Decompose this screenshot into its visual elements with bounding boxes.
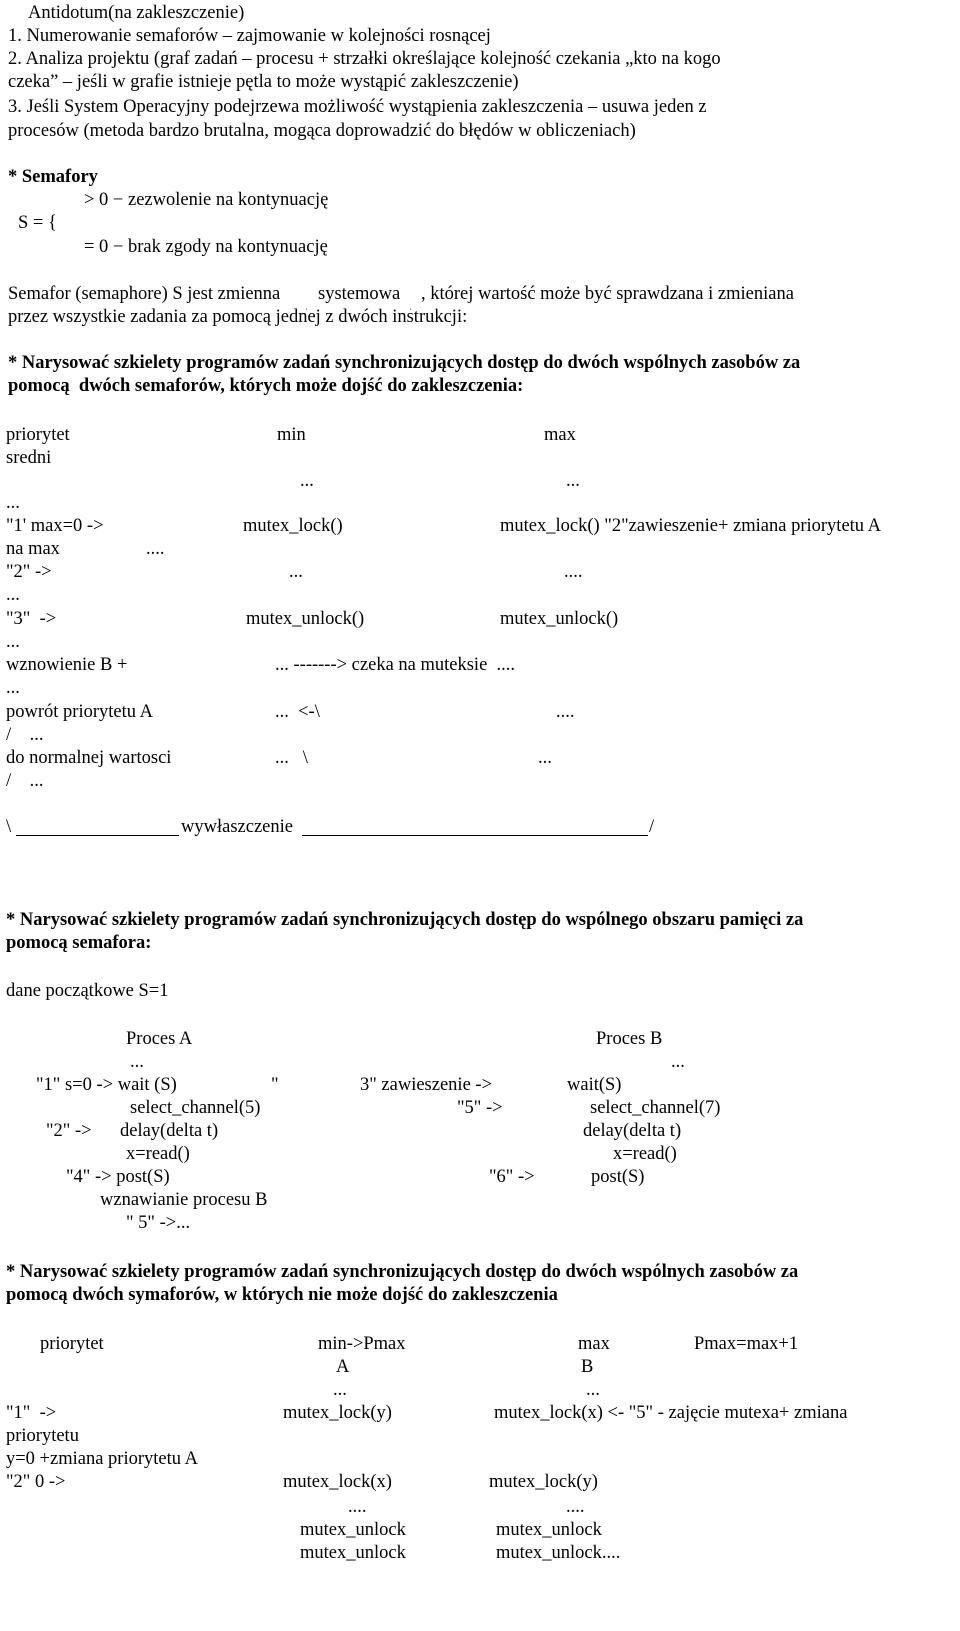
text-line: 2. Analiza projektu (graf zadań – procesu + strzałki określające kolejność czekania „kto na kogo — [8, 49, 721, 69]
text-line: x=read() — [126, 1144, 190, 1164]
text-line: select_channel(5) — [130, 1098, 261, 1118]
text-line: mutex_unlock() — [500, 609, 619, 629]
text-line: pomocą dwóch symaforów, w których nie może dojść do zakleszczenia — [6, 1285, 558, 1305]
text-line: mutex_lock(y) — [489, 1472, 598, 1492]
text-line: mutex_unlock — [300, 1520, 406, 1540]
text-line: " 5" ->... — [126, 1213, 191, 1233]
text-line: mutex_unlock.... — [496, 1543, 621, 1563]
text-line: ... — [6, 585, 20, 605]
text-line: ... — [289, 562, 303, 582]
text-line: "3" -> — [6, 609, 57, 629]
text-line: "4" -> post(S) — [66, 1167, 170, 1187]
text-line: ... -------> czeka na muteksie .... — [275, 655, 516, 675]
underline-rule-left — [16, 835, 179, 836]
text-line: select_channel(7) — [590, 1098, 721, 1118]
text-line: "6" -> — [489, 1167, 535, 1187]
text-line: > 0 − zezwolenie na kontynuację — [84, 190, 329, 210]
text-line: pomocą semafora: — [6, 933, 152, 953]
text-line: 3. Jeśli System Operacyjny podejrzewa możliwość wystąpienia zakleszczenia – usuwa jeden z — [8, 97, 707, 117]
text-line: A — [336, 1357, 350, 1377]
text-line: * Narysować szkielety programów zadań synchronizujących dostęp do wspólnego obszaru pamięci za — [6, 910, 804, 930]
text-line: .... — [348, 1497, 367, 1517]
text-line: mutex_lock(x) <- "5" - zajęcie mutexa+ zmiana — [494, 1403, 848, 1423]
text-line: Pmax=max+1 — [694, 1334, 799, 1354]
text-line: mutex_unlock() — [246, 609, 365, 629]
text-line: Proces A — [126, 1029, 193, 1049]
text-line: mutex_unlock — [300, 1543, 406, 1563]
text-line: S = { — [18, 213, 57, 233]
text-line: ... — [6, 493, 20, 513]
text-line: post(S) — [591, 1167, 645, 1187]
text-line: wznawianie procesu B — [100, 1190, 268, 1210]
text-line: Antidotum(na zakleszczenie) — [28, 3, 245, 23]
text-line: czeka” – jeśli w grafie istnieje pętla to może wystąpić zakleszczenie) — [8, 72, 519, 92]
text-line: * Semafory — [8, 167, 98, 187]
text-line: mutex_lock() — [243, 516, 343, 536]
text-line: min->Pmax — [318, 1334, 406, 1354]
text-line: 1. Numerowanie semaforów – zajmowanie w kolejności rosnącej — [8, 26, 491, 46]
text-line: \ — [6, 817, 12, 837]
text-line: / ... — [6, 725, 44, 745]
text-line: wznowienie B + — [6, 655, 128, 675]
text-line: B — [581, 1357, 594, 1377]
text-line: , której wartość może być sprawdzana i zmieniana — [421, 284, 794, 304]
text-line: / ... — [6, 771, 44, 791]
text-line: priorytetu — [6, 1426, 79, 1446]
text-line: mutex_lock(y) — [283, 1403, 392, 1423]
text-line: Proces B — [596, 1029, 663, 1049]
text-line: ... \ — [275, 748, 308, 768]
text-line: .... — [556, 702, 575, 722]
text-line: max — [578, 1334, 610, 1354]
text-line: pomocą dwóch semaforów, których może dojść do zakleszczenia: — [8, 376, 524, 396]
underline-rule-right — [302, 835, 648, 836]
text-line: delay(delta t) — [583, 1121, 682, 1141]
text-line: dane początkowe S=1 — [6, 981, 169, 1001]
text-line: ... — [333, 1380, 347, 1400]
text-line: na max — [6, 539, 60, 559]
text-line: y=0 +zmiana priorytetu A — [6, 1449, 198, 1469]
text-line: delay(delta t) — [120, 1121, 219, 1141]
text-line: "1" s=0 -> wait (S) — [36, 1075, 177, 1095]
text-line: min — [277, 425, 306, 445]
text-line: priorytet — [6, 425, 70, 445]
text-line: ... — [671, 1052, 685, 1072]
text-line: ... — [300, 471, 314, 491]
text-line: sredni — [6, 448, 52, 468]
text-line: .... — [566, 1497, 585, 1517]
text-line: procesów (metoda bardzo brutalna, mogąca doprowadzić do błędów w obliczeniach) — [8, 121, 636, 141]
text-line: ... — [6, 632, 20, 652]
text-line: "1' max=0 -> — [6, 516, 104, 536]
text-line: wait(S) — [567, 1075, 622, 1095]
text-line: " — [271, 1075, 279, 1095]
text-line: / — [649, 817, 655, 837]
text-line: ... — [586, 1380, 600, 1400]
text-line: mutex_lock(x) — [283, 1472, 392, 1492]
text-line: ... <-\ — [275, 702, 320, 722]
text-line: "2" 0 -> — [6, 1472, 66, 1492]
text-line: Semafor (semaphore) S jest zmienna — [8, 284, 281, 304]
text-line: priorytet — [40, 1334, 104, 1354]
text-line: mutex_unlock — [496, 1520, 602, 1540]
text-line: = 0 − brak zgody na kontynuację — [84, 237, 328, 257]
text-line: 3" zawieszenie -> — [360, 1075, 493, 1095]
text-line: "2" -> — [6, 562, 52, 582]
text-line: ... — [538, 748, 552, 768]
text-line: "2" -> — [46, 1121, 92, 1141]
text-line: x=read() — [613, 1144, 677, 1164]
text-line: "1" -> — [6, 1403, 57, 1423]
text-line: wywłaszczenie — [181, 817, 293, 837]
text-line: ... — [6, 678, 20, 698]
text-line: max — [544, 425, 576, 445]
text-line: ... — [566, 471, 580, 491]
text-line: do normalnej wartosci — [6, 748, 172, 768]
text-line: .... — [564, 562, 583, 582]
text-line: przez wszystkie zadania za pomocą jednej z dwóch instrukcji: — [8, 307, 468, 327]
text-line: systemowa — [318, 284, 401, 304]
text-line: .... — [146, 539, 165, 559]
text-line: powrót priorytetu A — [6, 702, 153, 722]
text-line: "5" -> — [457, 1098, 503, 1118]
text-line: * Narysować szkielety programów zadań synchronizujących dostęp do dwóch wspólnych zasobów za — [8, 353, 801, 373]
text-line: ... — [130, 1052, 144, 1072]
text-line: mutex_lock() "2"zawieszenie+ zmiana priorytetu A — [500, 516, 882, 536]
text-line: * Narysować szkielety programów zadań synchronizujących dostęp do dwóch wspólnych zasobów za — [6, 1262, 799, 1282]
